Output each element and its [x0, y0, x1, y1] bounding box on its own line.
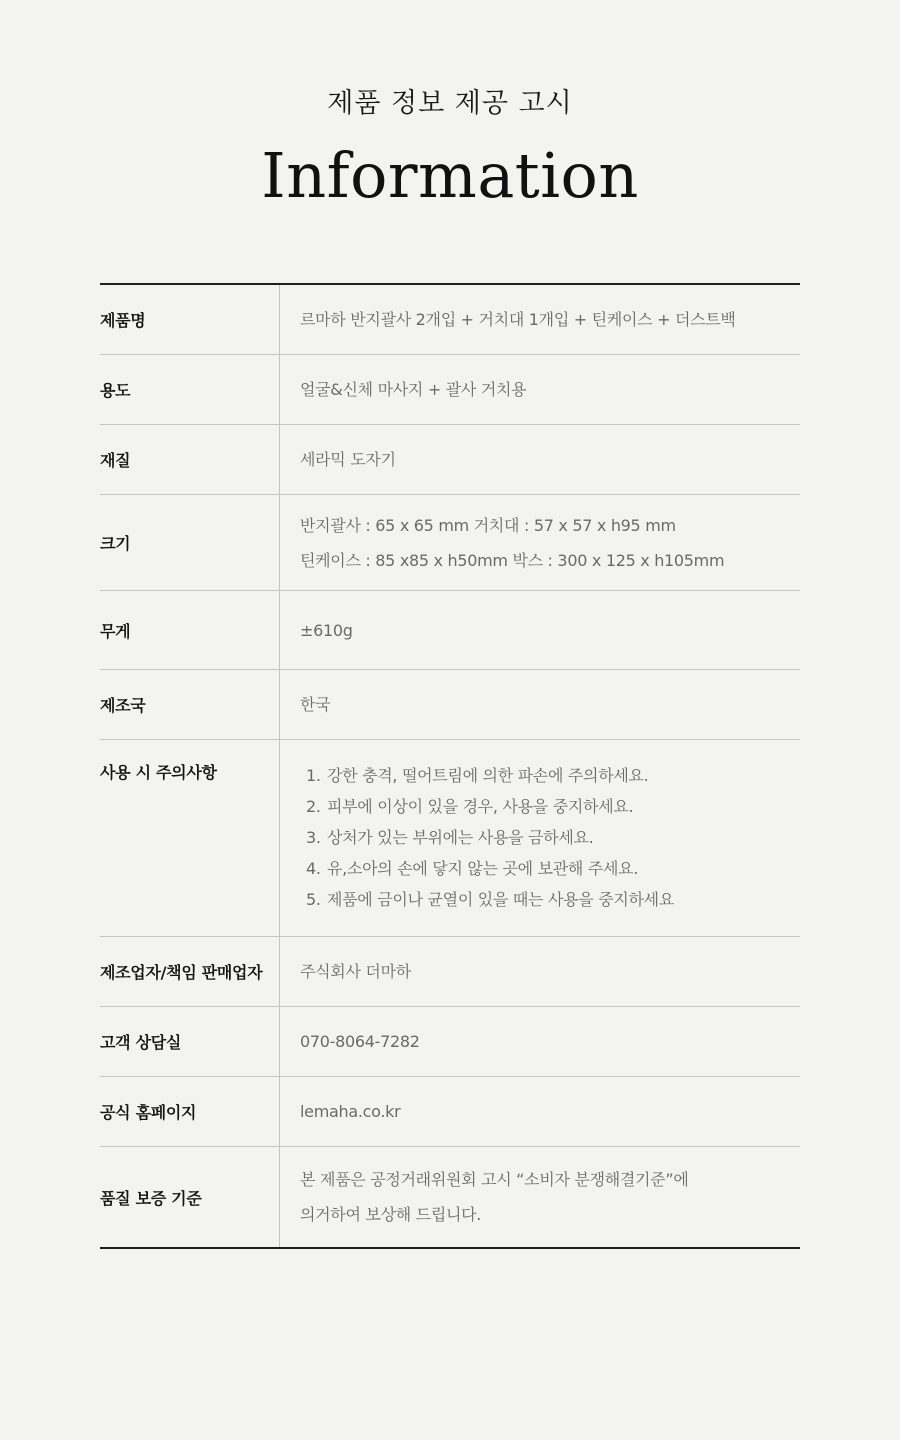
row-value: [280, 1147, 800, 1247]
row-weight: [100, 591, 800, 670]
row-value: [280, 355, 800, 424]
value-line: ±610g: [300, 620, 353, 640]
row-manufacturer: [100, 937, 800, 1007]
value-line: 틴케이스 : 85 x85 x h50mm 박스 : 300 x 125 x h105mm: [300, 550, 725, 570]
value-line: 르마하 반지괄사 2개입 + 거치대 1개입 + 틴케이스 + 더스트백: [300, 310, 736, 329]
caution-item: [306, 884, 800, 915]
caution-number: 4.: [306, 859, 321, 878]
caution-text: 제품에 금이나 균열이 있을 때는 사용을 중지하세요: [327, 890, 674, 909]
caution-list: [300, 740, 800, 935]
row-label: 공식 홈페이지: [100, 1077, 280, 1146]
caution-item: [306, 853, 800, 884]
row-cautions: [100, 740, 800, 937]
row-label: 제품명: [100, 285, 280, 354]
row-value: [280, 425, 800, 494]
row-country: [100, 670, 800, 740]
row-label: 품질 보증 기준: [100, 1147, 280, 1247]
value-line: 본 제품은 공정거래위원회 고시 “소비자 분쟁해결기준”에: [300, 1170, 689, 1189]
row-label: 제조업자/책임 판매업자: [100, 937, 280, 1006]
row-value: [280, 1007, 800, 1076]
caution-number: 2.: [306, 797, 321, 816]
row-value: [280, 285, 800, 354]
row-label: 재질: [100, 425, 280, 494]
row-value: [280, 937, 800, 1006]
row-value: [280, 495, 800, 590]
caution-item: [306, 822, 800, 853]
row-label: 제조국: [100, 670, 280, 739]
row-value: [280, 1077, 800, 1146]
homepage-url: lemaha.co.kr: [300, 1102, 401, 1121]
row-label: 사용 시 주의사항: [100, 740, 280, 936]
page-title: Information: [261, 139, 639, 212]
row-value: [280, 740, 800, 936]
caution-text: 상처가 있는 부위에는 사용을 금하세요.: [327, 828, 594, 847]
value-line: 얼굴&신체 마사지 + 괄사 거치용: [300, 380, 527, 399]
row-usage: [100, 355, 800, 425]
row-homepage: [100, 1077, 800, 1147]
row-value: [280, 670, 800, 739]
info-table: [100, 283, 800, 1249]
row-value: [280, 591, 800, 669]
row-customer-service: [100, 1007, 800, 1077]
value-line: 의거하여 보상해 드립니다.: [300, 1205, 482, 1224]
caution-item: [306, 791, 800, 822]
caution-number: 1.: [306, 766, 321, 785]
value-line: 반지괄사 : 65 x 65 mm 거치대 : 57 x 57 x h95 mm: [300, 515, 676, 535]
row-label: 크기: [100, 495, 280, 590]
phone-number: 070-8064-7282: [300, 1032, 420, 1051]
page-header: [0, 84, 900, 214]
caution-number: 5.: [306, 890, 321, 909]
caution-text: 피부에 이상이 있을 경우, 사용을 중지하세요.: [327, 797, 634, 816]
row-size: [100, 495, 800, 591]
value-line: 세라믹 도자기: [300, 450, 396, 469]
row-label: 고객 상담실: [100, 1007, 280, 1076]
row-label: 용도: [100, 355, 280, 424]
caution-item: [306, 760, 800, 791]
value-line: 한국: [300, 695, 331, 714]
row-quality-guarantee: [100, 1147, 800, 1247]
row-product-name: [100, 285, 800, 355]
row-material: [100, 425, 800, 495]
caution-number: 3.: [306, 828, 321, 847]
caution-text: 강한 충격, 떨어트림에 의한 파손에 주의하세요.: [327, 766, 649, 785]
caution-text: 유,소아의 손에 닿지 않는 곳에 보관해 주세요.: [327, 859, 639, 878]
page-subtitle: 제품 정보 제공 고시: [327, 88, 573, 119]
row-label: 무게: [100, 591, 280, 669]
value-line: 주식회사 더마하: [300, 962, 411, 981]
